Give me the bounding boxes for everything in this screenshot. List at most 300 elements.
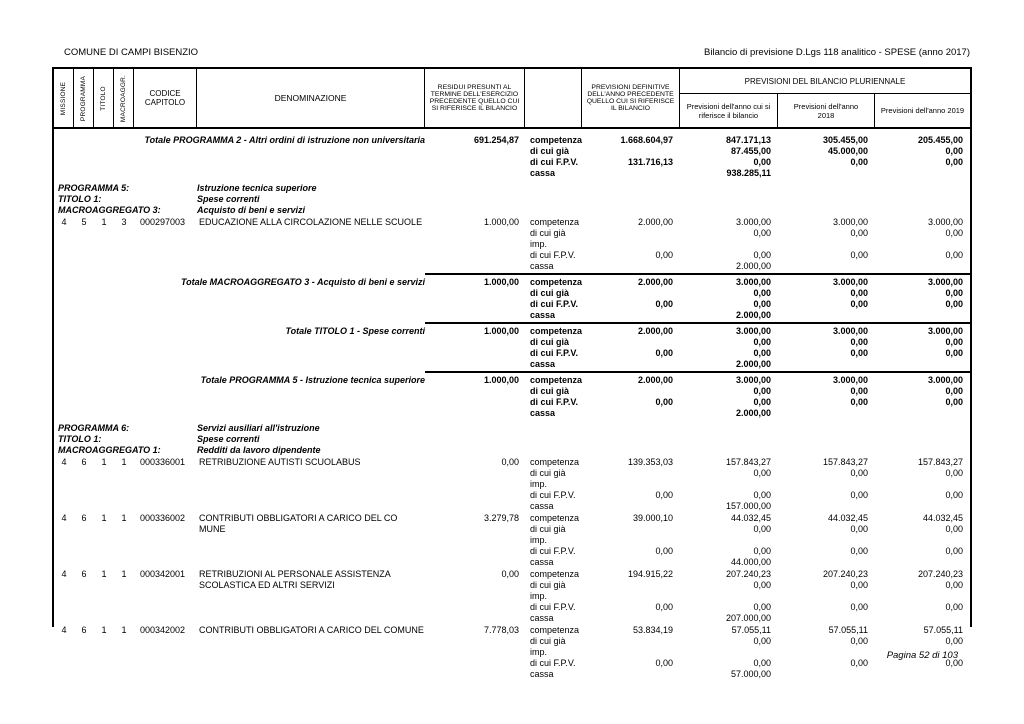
cell-codice-capitolo: 000342001 <box>140 569 186 579</box>
value-anno-riferimento: 0,00 <box>753 636 771 646</box>
section-line <box>58 183 970 194</box>
value-anno-2019: 0,00 <box>945 524 963 534</box>
value-anno-2018: 0,00 <box>850 228 868 238</box>
sub-label: competenza <box>530 375 583 385</box>
amounts-subrow <box>525 337 970 348</box>
cell-residui: 1.000,00 <box>483 217 519 227</box>
col-header-codice-capitolo: CODICE CAPITOLO <box>134 69 197 127</box>
sub-label: cassa <box>530 557 554 567</box>
amounts-subrow <box>525 310 970 321</box>
section-header <box>54 423 970 456</box>
value-anno-2019: 0,00 <box>945 250 963 260</box>
value-previsioni-definitive <box>582 168 680 179</box>
cell-residui: 0,00 <box>501 569 519 579</box>
value-previsioni-definitive <box>582 288 680 299</box>
section-label: TITOLO 1: <box>58 194 102 204</box>
section-header <box>54 183 970 216</box>
value-previsioni-definitive <box>582 146 680 157</box>
cell-titolo: 1 <box>101 457 107 467</box>
value-anno-2018 <box>778 168 875 179</box>
value-anno-2019: 0,00 <box>945 337 963 347</box>
value-anno-2018: 0,00 <box>850 602 868 612</box>
value-anno-2018: 0,00 <box>850 636 868 646</box>
value-anno-2019 <box>875 359 970 370</box>
value-previsioni-definitive <box>582 408 680 419</box>
value-anno-riferimento: 3.000,00 <box>735 217 771 227</box>
sub-label: competenza <box>530 277 583 287</box>
col-header-denominazione: DENOMINAZIONE <box>197 69 425 127</box>
sub-label: competenza <box>530 569 580 579</box>
sub-label: di cui F.P.V. <box>530 250 576 260</box>
value-anno-2019: 3.000,00 <box>927 217 963 227</box>
value-anno-2018: 0,00 <box>850 250 868 260</box>
sub-label: cassa <box>530 613 554 623</box>
amounts-subrow <box>525 135 970 146</box>
value-anno-2019: 0,00 <box>945 397 963 407</box>
cell-denominazione: EDUCAZIONE ALLA CIRCOLAZIONE NELLE SCUOLE <box>199 217 423 227</box>
cell-missione: 4 <box>61 513 67 523</box>
value-anno-2019: 0,00 <box>945 157 963 167</box>
sub-label: cassa <box>530 168 556 178</box>
amounts-subtable <box>525 457 970 512</box>
value-anno-2019: 0,00 <box>945 546 963 556</box>
sub-label: di cui già imp. <box>530 580 566 601</box>
col-group-pluriennale-label: PREVISIONI DEL BILANCIO PLURIENNALE <box>680 69 970 94</box>
value-anno-riferimento: 0,00 <box>753 157 771 167</box>
value-anno-2019: 3.000,00 <box>927 375 963 385</box>
value-anno-2018: 0,00 <box>850 337 868 347</box>
cell-programma: 6 <box>81 513 87 523</box>
sub-label: competenza <box>530 457 580 467</box>
amounts-subrow <box>525 157 970 168</box>
value-previsioni-definitive <box>582 636 680 658</box>
section-line <box>58 205 970 216</box>
sub-label: cassa <box>530 261 554 271</box>
amounts-subrow <box>525 457 970 468</box>
value-anno-2018: 0,00 <box>850 468 868 478</box>
cell-programma: 5 <box>81 217 87 227</box>
amounts-subtable <box>525 277 970 321</box>
value-anno-2019: 0,00 <box>945 386 963 396</box>
value-previsioni-definitive <box>582 468 680 490</box>
report-title: Bilancio di previsione D.Lgs 118 analitico - SPESE (anno 2017) <box>704 47 970 58</box>
value-anno-2019: 207.240,23 <box>917 569 963 579</box>
col-header-macroaggr <box>114 69 134 127</box>
value-anno-2018 <box>778 613 875 624</box>
value-previsioni-definitive <box>582 359 680 370</box>
cell-macroaggregato: 1 <box>121 625 127 635</box>
amounts-subtable <box>525 569 970 624</box>
value-anno-riferimento: 0,00 <box>753 250 771 260</box>
section-value: Acquisto di beni e servizi <box>197 205 306 215</box>
value-previsioni-definitive <box>582 557 680 568</box>
value-anno-riferimento: 2.000,00 <box>735 408 771 418</box>
cell-titolo: 1 <box>101 513 107 523</box>
sub-label: competenza <box>530 326 583 336</box>
sub-label: di cui già imp. <box>530 468 566 489</box>
amounts-subrow <box>525 326 970 337</box>
value-anno-2019 <box>875 261 970 272</box>
value-anno-riferimento: 207.000,00 <box>725 613 771 623</box>
value-previsioni-definitive: 0,00 <box>655 250 673 260</box>
value-anno-2018: 0,00 <box>850 546 868 556</box>
col-header-macroaggr-label: MACROAGGR. <box>120 74 127 122</box>
value-anno-riferimento: 2.000,00 <box>735 261 771 271</box>
section-line <box>58 194 970 205</box>
value-anno-2019 <box>875 310 970 321</box>
value-anno-2018 <box>778 261 875 272</box>
value-previsioni-definitive <box>582 386 680 397</box>
cell-missione: 4 <box>61 217 67 227</box>
cell-residui: 1.000,00 <box>483 326 519 336</box>
table-header <box>52 67 972 129</box>
cell-residui: 1.000,00 <box>483 277 519 287</box>
value-previsioni-definitive: 1.668.604,97 <box>620 135 673 145</box>
value-previsioni-definitive: 0,00 <box>655 658 673 668</box>
value-anno-2018: 0,00 <box>850 288 868 298</box>
cell-codice-capitolo: 000336001 <box>140 457 186 467</box>
amounts-subrow <box>525 359 970 370</box>
value-anno-2018: 0,00 <box>850 580 868 590</box>
value-previsioni-definitive <box>582 501 680 512</box>
sub-label: di cui già <box>530 288 570 298</box>
value-anno-riferimento: 0,00 <box>753 228 771 238</box>
cell-residui: 691.254,87 <box>473 135 519 145</box>
value-anno-2018: 44.032,45 <box>827 513 868 523</box>
value-anno-2018: 207.240,23 <box>822 569 868 579</box>
section-value: Istruzione tecnica superiore <box>197 183 317 193</box>
value-previsioni-definitive: 194.915,22 <box>627 569 673 579</box>
value-previsioni-definitive <box>582 310 680 321</box>
value-anno-2018 <box>778 557 875 568</box>
total-row <box>54 135 970 179</box>
col-header-anno-2019: Previsioni dell'anno 2019 <box>880 106 965 115</box>
sub-label: cassa <box>530 408 556 418</box>
value-anno-2018: 0,00 <box>850 157 868 167</box>
value-anno-riferimento: 3.000,00 <box>735 277 771 287</box>
amounts-subrow <box>525 375 970 386</box>
cell-programma: 6 <box>81 457 87 467</box>
sub-label: cassa <box>530 359 556 369</box>
value-anno-2019 <box>875 168 970 179</box>
value-previsioni-definitive <box>582 669 680 680</box>
amounts-subrow <box>525 250 970 261</box>
value-anno-2018: 3.000,00 <box>832 375 868 385</box>
cell-denominazione: RETRIBUZIONI AL PERSONALE ASSISTENZA SCOLASTICA ED ALTRI SERVIZI <box>199 569 391 590</box>
section-label: TITOLO 1: <box>58 434 102 444</box>
sub-label: cassa <box>530 501 554 511</box>
amounts-subrow <box>525 625 970 636</box>
value-anno-2018: 0,00 <box>850 348 868 358</box>
value-anno-2019: 0,00 <box>945 146 963 156</box>
value-anno-2019: 0,00 <box>945 288 963 298</box>
cell-programma: 6 <box>81 569 87 579</box>
value-anno-2019: 0,00 <box>945 468 963 478</box>
table-row <box>54 217 970 272</box>
cell-macroaggregato: 1 <box>121 569 127 579</box>
value-anno-2018: 3.000,00 <box>832 217 868 227</box>
table-row <box>54 569 970 624</box>
value-anno-2019: 0,00 <box>945 299 963 309</box>
table-row <box>54 625 970 680</box>
amounts-subrow <box>525 501 970 512</box>
col-header-anno-2018: Previsioni dell'anno 2018 <box>778 94 875 127</box>
value-anno-2018: 3.000,00 <box>832 277 868 287</box>
value-anno-2019: 0,00 <box>945 490 963 500</box>
cell-residui: 1.000,00 <box>483 375 519 385</box>
value-previsioni-definitive: 0,00 <box>655 348 673 358</box>
cell-denominazione: RETRIBUZIONE AUTISTI SCUOLABUS <box>199 457 361 467</box>
value-previsioni-definitive: 0,00 <box>655 490 673 500</box>
value-anno-2018: 0,00 <box>850 490 868 500</box>
value-anno-riferimento: 2.000,00 <box>735 359 771 369</box>
amounts-subrow <box>525 513 970 524</box>
amounts-subrow <box>525 386 970 397</box>
value-anno-2019: 205.455,00 <box>917 135 963 145</box>
sub-label: di cui già imp. <box>530 636 566 657</box>
cell-titolo: 1 <box>101 217 107 227</box>
section-value: Spese correnti <box>197 194 260 204</box>
value-anno-2018 <box>778 408 875 419</box>
value-anno-2018: 3.000,00 <box>832 326 868 336</box>
value-anno-2018 <box>778 669 875 680</box>
value-anno-riferimento: 207.240,23 <box>725 569 771 579</box>
amounts-subrow <box>525 557 970 568</box>
value-anno-riferimento: 3.000,00 <box>735 375 771 385</box>
value-previsioni-definitive: 0,00 <box>655 546 673 556</box>
section-value: Servizi ausiliari all'istruzione <box>197 423 320 433</box>
cell-missione: 4 <box>61 625 67 635</box>
sub-label: cassa <box>530 669 554 679</box>
sub-label: di cui già <box>530 337 570 347</box>
sub-label: competenza <box>530 217 580 227</box>
value-anno-riferimento: 0,00 <box>753 658 771 668</box>
sub-label: di cui F.P.V. <box>530 490 576 500</box>
sub-label: di cui già <box>530 146 570 156</box>
value-anno-riferimento: 0,00 <box>753 490 771 500</box>
section-label: MACROAGGREGATO 1: <box>58 445 161 455</box>
amounts-subtable <box>525 217 970 272</box>
cell-residui: 0,00 <box>501 457 519 467</box>
section-label: PROGRAMMA 6: <box>58 423 130 433</box>
value-anno-2018: 157.843,27 <box>822 457 868 467</box>
cell-titolo: 1 <box>101 569 107 579</box>
amounts-subrow <box>525 168 970 179</box>
value-anno-2019: 0,00 <box>945 636 963 646</box>
cell-programma: 6 <box>81 625 87 635</box>
value-previsioni-definitive: 2.000,00 <box>637 277 673 287</box>
value-anno-riferimento: 0,00 <box>753 386 771 396</box>
cell-missione: 4 <box>61 569 67 579</box>
value-anno-riferimento: 57.055,11 <box>731 625 771 635</box>
table-row <box>54 513 970 568</box>
col-header-programma-label: PROGRAMMA <box>80 75 88 121</box>
cell-codice-capitolo: 000336002 <box>140 513 186 523</box>
value-previsioni-definitive: 39.000,10 <box>632 513 673 523</box>
sub-label: di cui F.P.V. <box>530 397 579 407</box>
amounts-subrow <box>525 602 970 613</box>
value-anno-2019: 44.032,45 <box>922 513 963 523</box>
cell-macroaggregato: 3 <box>121 217 127 227</box>
cell-codice-capitolo: 000342002 <box>140 625 186 635</box>
municipality-title: COMUNE DI CAMPI BISENZIO <box>64 47 199 58</box>
value-anno-riferimento: 57.000,00 <box>730 669 771 679</box>
amounts-subrow <box>525 261 970 272</box>
amounts-subrow <box>525 277 970 288</box>
value-anno-2019 <box>875 557 970 568</box>
section-label: PROGRAMMA 5: <box>58 183 130 193</box>
value-previsioni-definitive: 131.716,13 <box>627 157 673 167</box>
value-anno-2018: 45.000,00 <box>827 146 868 156</box>
cell-missione: 4 <box>61 457 67 467</box>
col-header-residui: RESIDUI PRESUNTI AL TERMINE DELL'ESERCIZIO PRECEDENTE QUELLO CUI SI RIFERISCE IL BILANCIO <box>425 69 525 127</box>
amounts-subrow <box>525 613 970 624</box>
value-anno-2019: 157.843,27 <box>917 457 963 467</box>
amounts-subtable <box>525 375 970 419</box>
cell-titolo: 1 <box>101 625 107 635</box>
cell-denominazione: Totale PROGRAMMA 5 - Istruzione tecnica superiore <box>200 375 425 385</box>
section-line <box>58 423 970 434</box>
value-previsioni-definitive: 2.000,00 <box>637 375 673 385</box>
section-value: Spese correnti <box>197 434 260 444</box>
col-header-missione <box>54 69 74 127</box>
col-header-anno-riferimento: Previsioni dell'anno cui si riferisce il bilancio <box>680 94 778 127</box>
value-anno-riferimento: 0,00 <box>753 524 771 534</box>
value-anno-2019: 0,00 <box>945 658 963 668</box>
amounts-subrow <box>525 397 970 408</box>
sub-label: di cui F.P.V. <box>530 658 576 668</box>
value-anno-2018 <box>778 359 875 370</box>
sub-label: competenza <box>530 625 580 635</box>
cell-residui: 3.279,78 <box>483 513 519 523</box>
value-previsioni-definitive <box>582 228 680 250</box>
value-previsioni-definitive: 0,00 <box>655 397 673 407</box>
value-anno-riferimento: 938.285,11 <box>726 168 771 178</box>
amounts-subrow <box>525 468 970 490</box>
value-anno-2019: 57.055,11 <box>923 625 963 635</box>
value-anno-2018: 57.055,11 <box>828 625 868 635</box>
value-previsioni-definitive: 2.000,00 <box>637 326 673 336</box>
col-header-spacer <box>525 69 582 127</box>
col-header-titolo <box>94 69 114 127</box>
value-anno-2019 <box>875 408 970 419</box>
sub-label: di cui F.P.V. <box>530 546 576 556</box>
col-group-pluriennale <box>680 69 970 127</box>
value-anno-2018: 0,00 <box>850 299 868 309</box>
value-anno-riferimento: 2.000,00 <box>735 310 771 320</box>
value-anno-riferimento: 0,00 <box>753 468 771 478</box>
value-anno-riferimento: 0,00 <box>753 397 771 407</box>
value-anno-2019 <box>875 613 970 624</box>
value-previsioni-definitive: 2.000,00 <box>637 217 673 227</box>
sub-label: di cui F.P.V. <box>530 602 576 612</box>
value-anno-riferimento: 0,00 <box>753 580 771 590</box>
cell-denominazione: CONTRIBUTI OBBLIGATORI A CARICO DEL COMUNE <box>199 625 424 635</box>
amounts-subtable <box>525 513 970 568</box>
col-header-missione-label: MISSIONE <box>60 81 68 115</box>
value-previsioni-definitive: 53.834,19 <box>632 625 673 635</box>
cell-denominazione: CONTRIBUTI OBBLIGATORI A CARICO DEL CO MUNE <box>199 513 398 534</box>
section-line <box>58 445 970 456</box>
value-anno-riferimento: 157.000,00 <box>725 501 771 511</box>
value-anno-riferimento: 3.000,00 <box>735 326 771 336</box>
value-anno-2019 <box>875 501 970 512</box>
page-number: Pagina 52 di 103 <box>886 650 958 661</box>
value-anno-riferimento: 0,00 <box>753 348 771 358</box>
section-value: Redditi da lavoro dipendente <box>197 445 321 455</box>
section-label: MACROAGGREGATO 3: <box>58 205 161 215</box>
amounts-subrow <box>525 569 970 580</box>
cell-macroaggregato: 1 <box>121 457 127 467</box>
value-anno-2018: 0,00 <box>850 658 868 668</box>
cell-denominazione: Totale PROGRAMMA 2 - Altri ordini di istruzione non universitaria <box>144 135 425 145</box>
sub-label: di cui già <box>530 386 570 396</box>
total-row <box>54 324 970 370</box>
sub-label: di cui F.P.V. <box>530 157 579 167</box>
amounts-subtable <box>525 326 970 370</box>
value-anno-2018 <box>778 501 875 512</box>
value-anno-riferimento: 44.000,00 <box>730 557 771 567</box>
value-anno-2019: 3.000,00 <box>927 277 963 287</box>
value-anno-2018: 0,00 <box>850 397 868 407</box>
value-anno-riferimento: 157.843,27 <box>725 457 771 467</box>
sub-label: di cui F.P.V. <box>530 299 579 309</box>
sub-label: di cui F.P.V. <box>530 348 579 358</box>
value-anno-2018 <box>778 310 875 321</box>
col-header-titolo-label: TITOLO <box>100 85 107 111</box>
amounts-subrow <box>525 228 970 250</box>
sub-label: di cui già imp. <box>530 228 566 249</box>
amounts-subrow <box>525 580 970 602</box>
amounts-subrow <box>525 546 970 557</box>
value-anno-riferimento: 0,00 <box>753 337 771 347</box>
total-row <box>54 373 970 419</box>
amounts-subrow <box>525 288 970 299</box>
value-anno-2019 <box>875 669 970 680</box>
col-group-pluriennale-subcolumns <box>680 94 970 127</box>
value-previsioni-definitive <box>582 613 680 624</box>
col-header-programma <box>74 69 94 127</box>
sub-label: competenza <box>530 135 583 145</box>
amounts-subrow <box>525 408 970 419</box>
sub-label: di cui già imp. <box>530 524 566 545</box>
value-previsioni-definitive <box>582 261 680 272</box>
value-anno-2019: 0,00 <box>945 348 963 358</box>
value-anno-riferimento: 0,00 <box>753 288 771 298</box>
value-anno-2019: 0,00 <box>945 602 963 612</box>
value-anno-riferimento: 0,00 <box>753 602 771 612</box>
value-anno-riferimento: 0,00 <box>753 546 771 556</box>
cell-denominazione: Totale MACROAGGREGATO 3 - Acquisto di beni e servizi <box>180 277 425 287</box>
value-anno-riferimento: 847.171,13 <box>725 135 771 145</box>
value-anno-2018: 305.455,00 <box>822 135 868 145</box>
value-anno-2018: 0,00 <box>850 386 868 396</box>
amounts-subrow <box>525 669 970 680</box>
section-line <box>58 434 970 445</box>
amounts-subrow <box>525 348 970 359</box>
amounts-subtable <box>525 135 970 179</box>
value-anno-2018: 0,00 <box>850 524 868 534</box>
value-previsioni-definitive: 0,00 <box>655 602 673 612</box>
cell-denominazione: Totale TITOLO 1 - Spese correnti <box>285 326 425 336</box>
table-row <box>54 457 970 512</box>
amounts-subrow <box>525 217 970 228</box>
amounts-subrow <box>525 146 970 157</box>
col-header-previsioni-definitive: PREVISIONI DEFINITIVE DELL'ANNO PRECEDENTE QUELLO CUI SI RIFERISCE IL BILANCIO <box>582 69 680 127</box>
total-row <box>54 275 970 321</box>
sub-label: competenza <box>530 513 580 523</box>
value-anno-2019: 3.000,00 <box>927 326 963 336</box>
